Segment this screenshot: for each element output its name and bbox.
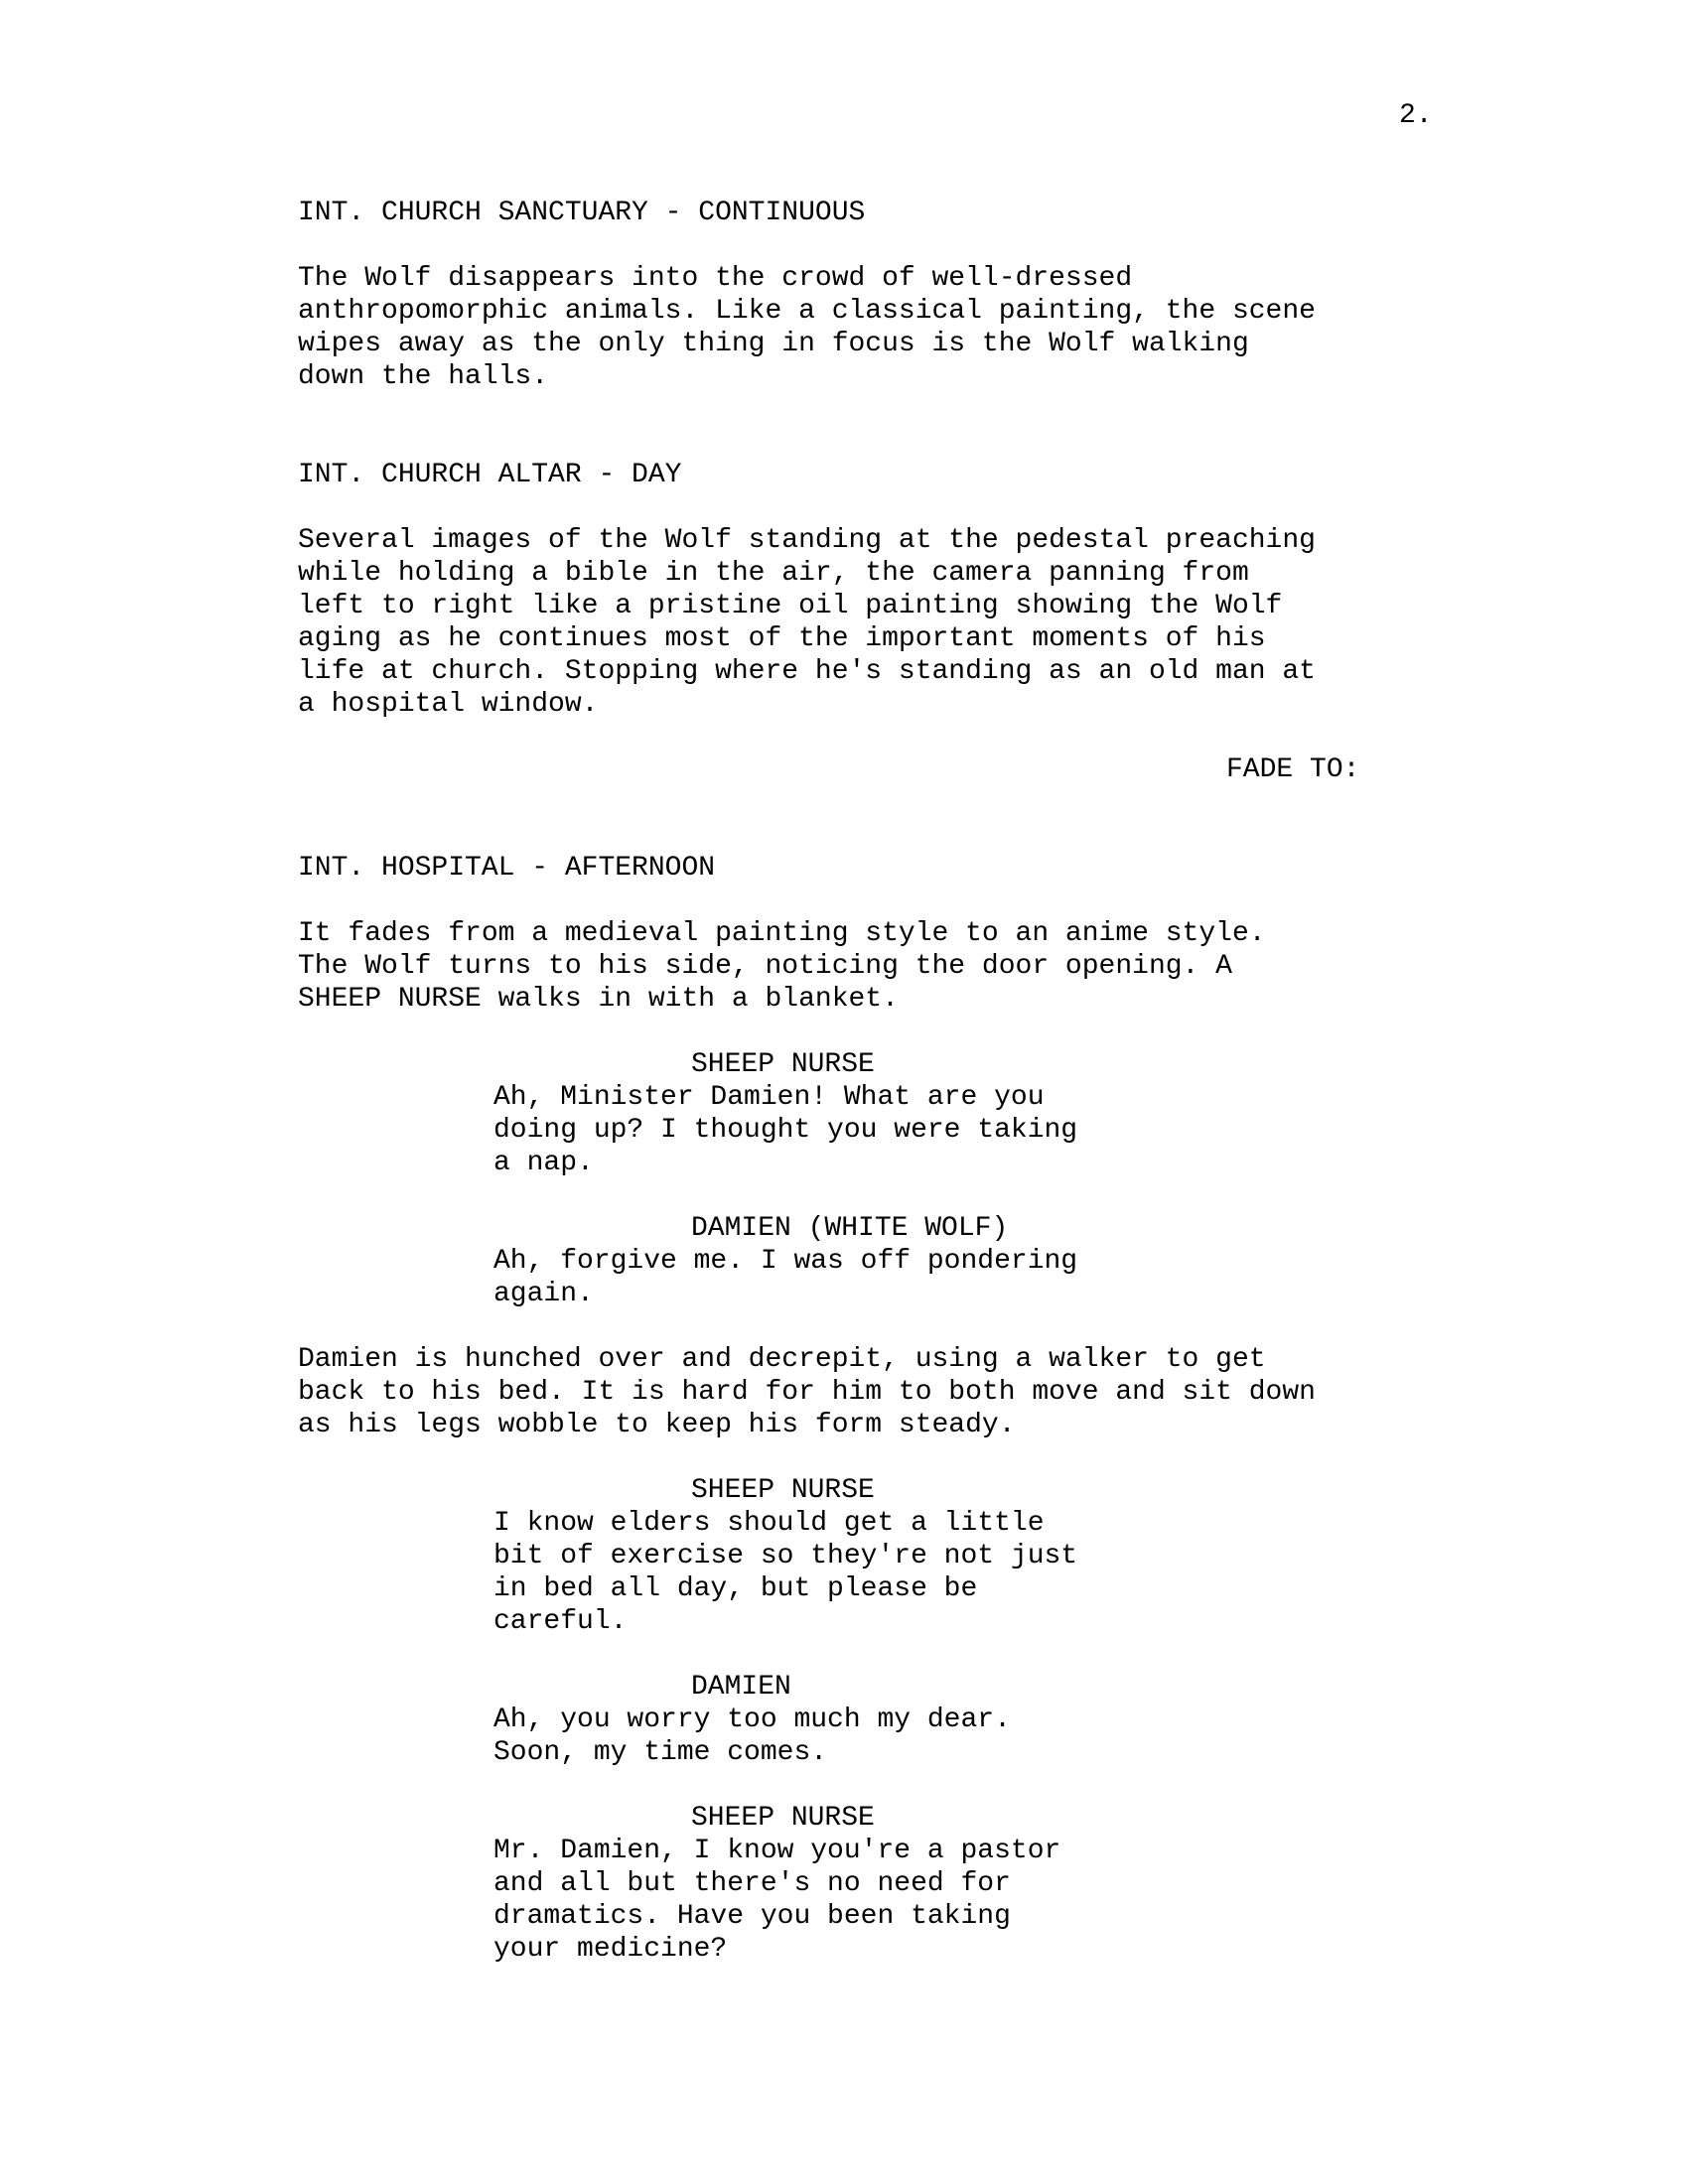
action-wolf-disappears: The Wolf disappears into the crowd of well-dressed anthropomorphic animals. Like a classical painting, the scene wipes away as the only thing in focus is the Wolf walking down the halls. [298, 263, 1316, 392]
scene-heading-church-sanctuary: INT. CHURCH SANCTUARY - CONTINUOUS [298, 198, 866, 228]
dialogue-sheep-nurse-1: Ah, Minister Damien! What are you doing up? I thought you were taking a nap. [493, 1082, 1078, 1178]
character-sheep-nurse: SHEEP NURSE [691, 1049, 875, 1080]
transition-fade-to: FADE TO: [1226, 754, 1360, 785]
page-number: 2. [1399, 100, 1433, 131]
character-damien-white-wolf: DAMIEN (WHITE WOLF) [691, 1213, 1009, 1244]
character-sheep-nurse-2: SHEEP NURSE [691, 1475, 875, 1506]
dialogue-damien-1: Ah, forgive me. I was off pondering again. [493, 1246, 1078, 1309]
scene-heading-church-altar: INT. CHURCH ALTAR - DAY [298, 460, 682, 490]
action-wolf-preaching: Several images of the Wolf standing at the pedestal preaching while holding a bible in the air, the camera panning from left to right like a pristine oil painting showing the Wolf aging as he continues most of the important moments of his life at church. Stopping where he's standing as an old man at a hospital window. [298, 525, 1316, 720]
action-fades-anime: It fades from a medieval painting style to an anime style. The Wolf turns to his side, noticing the door opening. A SHEEP NURSE walks in with a blanket. [298, 918, 1266, 1015]
scene-heading-hospital: INT. HOSPITAL - AFTERNOON [298, 853, 716, 884]
character-damien: DAMIEN [691, 1672, 791, 1703]
action-damien-hunched: Damien is hunched over and decrepit, using a walker to get back to his bed. It is hard for him to both move and sit down as his legs wobble to keep his form steady. [298, 1344, 1316, 1440]
character-sheep-nurse-3: SHEEP NURSE [691, 1803, 875, 1834]
dialogue-sheep-nurse-3: Mr. Damien, I know you're a pastor and all but there's no need for dramatics. Have you been taking your medicine? [493, 1836, 1061, 1965]
dialogue-sheep-nurse-2: I know elders should get a little bit of exercise so they're not just in bed all day, but please be careful. [493, 1508, 1078, 1637]
dialogue-damien-2: Ah, you worry too much my dear. Soon, my time comes. [493, 1705, 1011, 1768]
